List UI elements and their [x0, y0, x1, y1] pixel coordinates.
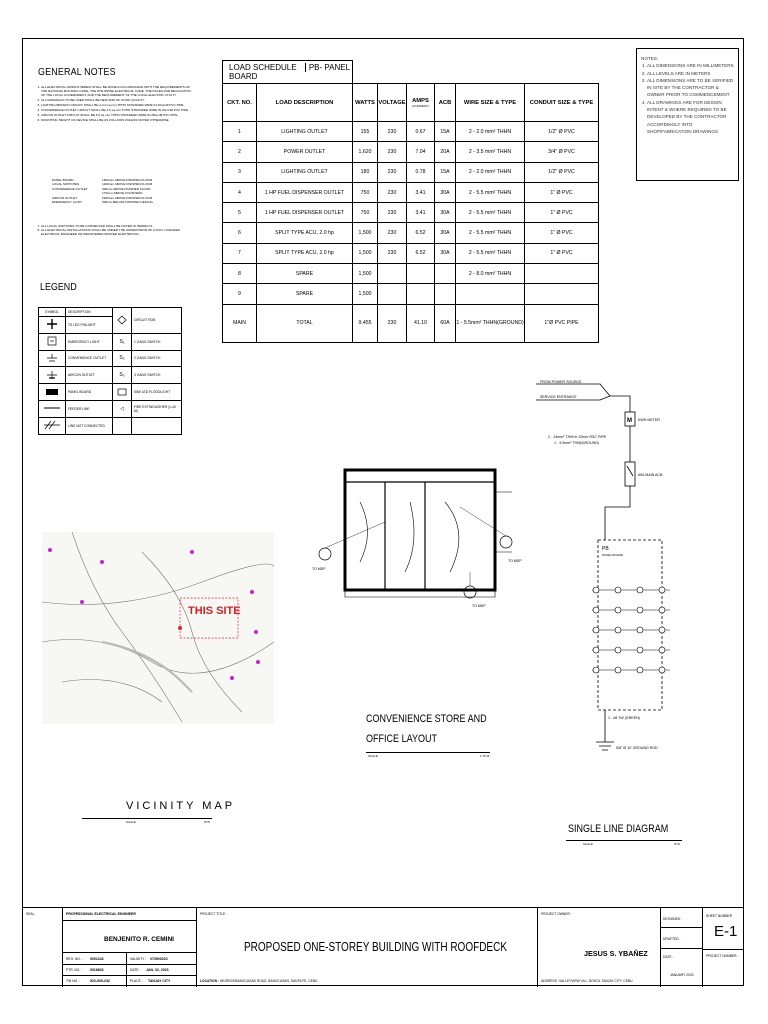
load-schedule-cell: 8 [223, 264, 257, 284]
date2-label: DATE : [663, 955, 674, 959]
breaker-icon [659, 587, 665, 593]
breaker-icon [659, 667, 665, 673]
legend-table [38, 307, 182, 435]
pb-sub-label: PANEL BOARD [602, 553, 624, 557]
address-value: VALLEYVIEW VILL. BOHOL TANJAY CITY, CEBU [559, 979, 633, 983]
height-value: 1400mm ABOVE FINISHED FLOOR [102, 182, 153, 187]
breaker-icon [593, 627, 599, 633]
breaker-icon [615, 667, 621, 673]
height-value: 1TSmm ABOVE COUNTERS [102, 191, 143, 196]
col-header: CONDUIT SIZE & TYPE [525, 84, 599, 122]
load-schedule-cell: 30A [435, 223, 456, 243]
load-schedule-cell: 15A [435, 162, 456, 182]
amps-sub: (CURRENT) [412, 103, 429, 108]
feeder-note-2: 1 - 5.5mm² THW(GROUND) [554, 441, 599, 445]
load-schedule-cell: 6.52 [407, 223, 435, 243]
load-schedule-row [223, 284, 599, 304]
project-number-label: PROJECT NUMBER : [706, 954, 739, 958]
floor-plan-scale-value: 1:75 M [480, 754, 490, 758]
load-schedule-cell [378, 264, 407, 284]
pb-label: PB [602, 546, 609, 552]
load-schedule-cell: 230 [378, 122, 407, 142]
load-schedule-cell: 2 [223, 142, 257, 162]
breaker-icon [637, 647, 643, 653]
title-block [22, 907, 744, 987]
fire-extinguisher-icon: ◁ [120, 405, 124, 412]
breaker-icon [659, 647, 665, 653]
place-label: PLACE : [130, 979, 143, 983]
main-acb-text: 60A MAIN ACB [638, 473, 663, 477]
floor-plan-scale: SCALE [368, 754, 378, 758]
load-schedule-total-cell: 60A [435, 304, 456, 342]
vicinity-map-title: VICINITY MAP [126, 800, 236, 812]
load-schedule-row [223, 223, 599, 243]
load-schedule-cell [407, 284, 435, 304]
place-value: TANJAY CITY [148, 979, 171, 983]
floor-plan-title-2: OFFICE LAYOUT [366, 733, 438, 745]
col-header: WATTS [353, 84, 378, 122]
load-schedule-cell: 180 [353, 162, 378, 182]
date-label: DATE : [130, 968, 141, 972]
ptr-value: 0916823 [90, 968, 104, 972]
ground-wire-text: 1 - #8 TW (GREEN) [608, 716, 640, 720]
load-schedule-cell: 1 HP FUEL DISPENSER OUTLET [257, 182, 353, 202]
load-schedule-cell: 230 [378, 162, 407, 182]
floor-plan-title-underline [366, 752, 490, 753]
notes-box [636, 48, 739, 181]
breaker-icon [593, 607, 599, 613]
load-schedule-cell [378, 284, 407, 304]
aircon-outlet-icon [44, 369, 60, 381]
breaker-icon [659, 627, 665, 633]
load-schedule-total-row [223, 304, 599, 342]
load-schedule-cell: SPLIT TYPE ACU, 2.0 hp [257, 223, 353, 243]
load-schedule-cell: 30A [435, 243, 456, 263]
load-schedule-cell: 30A [435, 182, 456, 202]
note-item: 3. ALL DIMENSIONS ARE TO BE VERIFIED IN SITE BY THE CONTRACTOR & OWNER PRIOR TO COMMENCEMENT [647, 77, 734, 99]
circuit-run-icon [117, 315, 127, 325]
legend-desc: LINE NOT CONNECTED [66, 417, 113, 434]
load-schedule-cell: 1,620 [353, 142, 378, 162]
vicinity-title-underline [82, 818, 212, 819]
breaker-icon [593, 667, 599, 673]
to-mdp-label-left: TO MDP [312, 567, 326, 571]
legend-desc: FEEDER LINE [66, 400, 113, 417]
load-schedule-cell: 1 [223, 122, 257, 142]
reg-label: REG. NO. : [66, 957, 83, 961]
load-schedule-cell: 1,500 [353, 223, 378, 243]
note-item: 2. ALL LEVELS ARE IN METERS [647, 70, 734, 77]
col-header: ACB [435, 84, 456, 122]
load-schedule-cell [435, 264, 456, 284]
load-schedule-cell: 2 - 2.0 mm² THHN [456, 122, 525, 142]
load-schedule-cell: 6 [223, 223, 257, 243]
height-device: LOCAL SWITCHES [52, 182, 80, 187]
load-schedule-cell: 1,500 [353, 264, 378, 284]
load-schedule-cell: POWER OUTLET [257, 142, 353, 162]
this-site-label: THIS SITE [188, 605, 241, 617]
load-schedule-cell: 1,500 [353, 243, 378, 263]
load-schedule-total-cell: 9,455 [353, 304, 378, 342]
ground-rod-text: 5/8" Ø 10' GROUND ROD [616, 746, 658, 750]
legend-desc: 3 GANG SWITCH [132, 367, 182, 384]
kwh-meter-text: KWH METER [638, 418, 660, 422]
load-schedule-row [223, 264, 599, 284]
load-schedule-title [223, 61, 353, 84]
load-schedule-cell: 3 [223, 162, 257, 182]
legend-symbol-cell [39, 333, 66, 350]
pump-right-icon [500, 536, 512, 548]
load-schedule-cell [456, 284, 525, 304]
load-schedule-cell: 230 [378, 142, 407, 162]
load-schedule-cell: 2 - 2.0 mm² THHN [456, 162, 525, 182]
height-device: PANEL BOARD [52, 178, 74, 182]
breaker-icon [615, 627, 621, 633]
load-schedule-total-cell: 1 - 5.5mm² THHN(GROUND) [456, 304, 525, 342]
load-schedule-cell: 2 - 5.5 mm² THHN [456, 203, 525, 223]
load-schedule-cell: SPLIT TYPE ACU, 2.0 hp [257, 243, 353, 263]
load-schedule-cell: 750 [353, 182, 378, 202]
service-entrance-text: SERVICE ENTRANCE [540, 395, 577, 399]
load-schedule-rows [223, 122, 599, 305]
load-schedule-cell: 6.52 [407, 243, 435, 263]
general-notes-title: GENERAL NOTES [38, 66, 116, 78]
legend-desc: AIRCON OUTLET [66, 367, 113, 384]
height-value: 300mm ABOVE FINISHED FLOOR [102, 186, 151, 191]
load-schedule-row [223, 122, 599, 142]
date2-value: JANUARY 2023 [670, 973, 694, 977]
breaker-icon [593, 647, 599, 653]
convenience-outlet-icon [44, 352, 60, 364]
load-schedule-cell: 30A [435, 203, 456, 223]
breaker-icon [637, 587, 643, 593]
one-gang-switch-icon: S₁ [119, 338, 125, 345]
load-schedule-cell: LIGHTING OUTLET [257, 162, 353, 182]
load-schedule-cell: 2 - 8.0 mm² THHN [456, 264, 525, 284]
load-schedule-cell: 2 - 5.5 mm² THHN [456, 182, 525, 202]
designed-label: DESIGNED : [663, 917, 683, 921]
legend-desc: PANEL BOARD [66, 384, 113, 401]
legend-desc: 50W LED FLOODLIGHT [132, 384, 182, 401]
vicinity-map [42, 532, 274, 724]
load-schedule-cell: 4 [223, 182, 257, 202]
tin-label: TIN NO. : [66, 979, 80, 983]
load-schedule-cell: 2 - 3.5 mm² THHN [456, 142, 525, 162]
to-mdp-label-bottom: TO MDP [472, 604, 486, 608]
load-schedule-cell: 3.41 [407, 203, 435, 223]
pee-label: PROFESSIONAL ELECTRICAL ENGINEER [66, 912, 136, 916]
load-schedule-cell: 230 [378, 223, 407, 243]
load-schedule-cell: 0.67 [407, 122, 435, 142]
owner-label: PROJECT OWNER : [541, 912, 572, 916]
two-gang-switch-icon: S₂ [119, 355, 125, 362]
legend-desc: 1 GANG SWITCH [132, 333, 182, 350]
load-schedule-cell [407, 264, 435, 284]
general-note-item: 8. ALL ELECTRICAL INSTALLATIONS SHALL BE UNDER THE SUPERVISION OF A DULY LICENSED ELECTRICAL ENGINEER OR REGISTERED MASTER ELECTRICIAN. [41, 229, 191, 237]
load-schedule-cell: 155 [353, 122, 378, 142]
load-schedule-row [223, 203, 599, 223]
load-schedule-cell [525, 284, 599, 304]
legend-symbol-cell [113, 417, 132, 434]
to-mdp-label-right: TO MDP [508, 559, 522, 563]
general-note-item: 5. AIRCON OUTLET CIRCUIT SHALL BE 5.5 sq.mm THHN STRANDED WIRE IN 25mmØ PVC PIPE. [41, 114, 191, 118]
breaker-icon [637, 627, 643, 633]
panel-name: PB- PANEL BOARD [229, 63, 351, 81]
col-header: VOLTAGE [378, 84, 407, 122]
load-schedule-cell: 750 [353, 203, 378, 223]
breaker-icon [593, 587, 599, 593]
legend-symbol-cell [113, 400, 132, 417]
feeder-note-1: 2 - 14mm² THW in 32mm RSC PIPE [548, 435, 607, 439]
vicinity-scale: SCALE [126, 820, 136, 824]
legend-symbol-cell [39, 400, 66, 417]
legend-symbol-cell [113, 308, 132, 334]
legend-symbol-cell [39, 417, 66, 434]
vicinity-nts: NTS [204, 820, 210, 824]
load-schedule-cell: 7.04 [407, 142, 435, 162]
load-schedule-cell: 9 [223, 284, 257, 304]
load-schedule-cell [435, 284, 456, 304]
load-schedule-cell: SPARE [257, 264, 353, 284]
three-gang-switch-icon: S₃ [119, 372, 125, 379]
load-schedule-cell: 2 - 5.5 mm² THHN [456, 223, 525, 243]
load-schedule-cell: 1" Ø PVC [525, 203, 599, 223]
legend-desc: FIRE EXTINGUISHER (1-40 M) [132, 400, 182, 417]
load-schedule-table [222, 60, 599, 343]
legend-header: DESCRIPTION [66, 308, 113, 317]
legend-symbol-cell [39, 317, 66, 334]
line-not-connected-icon [43, 419, 61, 431]
owner-name: JESUS S. YBAÑEZ [584, 949, 648, 958]
general-note-item: 4. CONVENIENCE OUTLET CIRCUIT SHALL BE 3.5 sq.mm THHN STRANDED WIRE IN 20mmØ PVC PIPE. [41, 109, 191, 113]
breaker-icon [659, 607, 665, 613]
note-item: 1. ALL DIMENSIONS ARE IN MILLIMETERS [647, 62, 734, 69]
load-schedule-cell: 230 [378, 243, 407, 263]
load-schedule-row [223, 162, 599, 182]
general-note-item: 2. ALL MATERIALS TO BE USED SHALL BE NEW AND OF GOOD QUALITY. [41, 99, 191, 103]
general-note-item: 1. ALL ELECTRICAL WORKS HEREIN SHALL BE DONE IN ACCORDANCE WITH THE REQUIREMENTS OF THE NATIONAL BUILDING CODE, THE PHILIPPINE ELECTRICAL CODE, THE RULES AND REGULATION OF THE LOCAL GOVERNMENT, AND THE REQUIREMENT OF THE LOCAL ELECTRIC UTILITY. [41, 86, 191, 98]
load-schedule-cell: 20A [435, 142, 456, 162]
engineer-name: BENJENITO R. CEMINI [104, 936, 174, 943]
general-note-item: 6. MOUNTING HEIGHT OF DEVICE SHALL BE AS FOLLOWS UNLESS NOTED OTHERWISE [41, 119, 191, 123]
load-schedule-cell: 1" Ø PVC [525, 182, 599, 202]
sheet-number-label: SHEET NUMBER [706, 914, 733, 918]
legend-desc: TS LED PINLIGHT [66, 317, 113, 334]
load-schedule-total-cell: TOTAL [257, 304, 353, 342]
notes-title: NOTES: [641, 56, 659, 61]
sld-nts: NTS [674, 842, 680, 846]
load-schedule-total-cell: MAIN [223, 304, 257, 342]
legend-desc: CIRCUIT RUN [132, 308, 182, 334]
mounting-heights [52, 178, 182, 204]
load-schedule-cell: SPARE [257, 284, 353, 304]
legend-symbol-cell [39, 367, 66, 384]
height-device: EMERGENCY LIGHT [52, 200, 82, 205]
address-label: ADDRESS : [541, 979, 559, 983]
height-value: 2200mm ABOVE FINISHED FLOOR [102, 195, 153, 200]
from-power-text: FROM POWER SOURCE [540, 380, 582, 384]
single-line-diagram [530, 372, 700, 762]
pump-left-icon [319, 548, 331, 560]
breaker-icon [637, 667, 643, 673]
load-schedule-cell: 1" Ø PVC [525, 223, 599, 243]
panel-board-icon [44, 386, 60, 398]
load-schedule-row [223, 142, 599, 162]
breaker-grid [592, 587, 670, 673]
sld-scale: SCALE [583, 842, 593, 846]
load-schedule-cell: 1/2" Ø PVC [525, 122, 599, 142]
load-schedule-cell: 0.78 [407, 162, 435, 182]
load-schedule-cell: 1 HP FUEL DISPENSER OUTLET [257, 203, 353, 223]
breaker-icon [615, 587, 621, 593]
load-schedule-cell: 230 [378, 203, 407, 223]
sheet-number: E-1 [714, 923, 738, 940]
legend-desc: EMERGENCY LIGHT [66, 333, 113, 350]
validity-value: 07/09/2023 [150, 957, 168, 961]
sld-title-underline [566, 840, 682, 841]
validity-label: VALIDITY : [130, 957, 147, 961]
reg-value: 0001243 [90, 957, 104, 961]
load-schedule-total-cell: 230 [378, 304, 407, 342]
load-schedule-cell: 2 - 5.5 mm² THHN [456, 243, 525, 263]
ptr-label: PTR. NO. : [66, 968, 83, 972]
col-header: CKT. NO. [223, 84, 257, 122]
load-schedule-cell: 3.41 [407, 182, 435, 202]
location-label: LOCATION : [200, 979, 219, 983]
legend-symbol-cell [113, 333, 132, 350]
load-schedule-cell: 7 [223, 243, 257, 263]
general-note-item: 7. ALL LOCAL SWITCHES TO BE CONNECTED SHALL BE NOTED IS HEREIN IS [41, 225, 191, 229]
tin-value: 922-009-232 [90, 979, 110, 983]
project-title: PROPOSED ONE-STOREY BUILDING WITH ROOFDECK [244, 940, 507, 954]
height-device: CONVENIENCE OUTLET [52, 186, 88, 191]
load-schedule-title-text: LOAD SCHEDULE [229, 63, 297, 72]
load-schedule-cell: LIGHTING OUTLET [257, 122, 353, 142]
load-schedule-total-cell: 41.10 [407, 304, 435, 342]
sld-title: SINGLE LINE DIAGRAM [568, 823, 669, 835]
legend-symbol-cell [113, 367, 132, 384]
load-schedule-cell: 1,500 [353, 284, 378, 304]
general-notes-list-2 [35, 225, 191, 237]
load-schedule-row [223, 182, 599, 202]
load-schedule-cell: 1/2" Ø PVC [525, 162, 599, 182]
legend-symbol-cell [113, 350, 132, 367]
load-schedule-cell: 230 [378, 182, 407, 202]
load-schedule-cell: 3/4" Ø PVC [525, 142, 599, 162]
breaker-icon [615, 607, 621, 613]
load-schedule-cell [525, 264, 599, 284]
pump-bottom-icon [464, 586, 476, 598]
drafted-label: DRAFTED : [663, 937, 681, 941]
legend-desc: 2 GANG SWITCH [132, 350, 182, 367]
load-schedule-row [223, 243, 599, 263]
note-item: 4. ALL DRAWINGS ARE FOR DESIGN INTENT & WHERE REQUIRED TO BE DEVELOPED BY THE CONTRACTOR ACCORDINGLY INTO SHOP/FABRICATION DRAWINGS [647, 99, 734, 135]
general-note-item: 3. LIGHTING BRANCH CIRCUIT SHALL BE 2-2.0 sq.mm THHN STRANDED WIRE IN 20mmØ PVC PIPE. [41, 104, 191, 108]
load-schedule-total-cell: 1"Ø PVC PIPE [525, 304, 599, 342]
floor-plan [300, 462, 528, 617]
height-device: AIRCON OUTLET [52, 195, 78, 200]
date-value: JAN. 02, 2023 [146, 968, 169, 972]
legend-symbol-cell [39, 350, 66, 367]
project-title-label: PROJECT TITLE : [200, 912, 227, 916]
col-header [407, 84, 435, 122]
general-notes-list [35, 86, 191, 124]
floodlight-icon [117, 387, 127, 397]
seal-label: SEAL [26, 912, 35, 916]
breaker-icon [637, 607, 643, 613]
legend-symbol-cell [39, 384, 66, 401]
load-schedule-cell: 1" Ø PVC [525, 243, 599, 263]
legend-title: LEGEND [40, 281, 77, 293]
location-value: NEGROS/BANGCASAN ROAD, BANGCASAN, SANTA FE, CEBU [220, 979, 318, 983]
legend-desc [132, 417, 182, 434]
legend-desc: CONVENIENCE OUTLET [66, 350, 113, 367]
load-schedule-cell: 15A [435, 122, 456, 142]
floor-plan-title-1: CONVENIENCE STORE AND [366, 713, 487, 725]
breaker-icon [615, 647, 621, 653]
legend-symbol-cell [113, 384, 132, 401]
height-value: 300mm BELOW FINISHED CEILING [102, 200, 153, 205]
col-header: WIRE SIZE & TYPE [456, 84, 525, 122]
height-value: 1500mm ABOVE FINISHED FLOOR [102, 178, 153, 182]
feeder-line-icon [43, 402, 61, 414]
legend-header: SYMBOL [39, 308, 66, 317]
amps-header: AMPS [412, 97, 429, 104]
emergency-light-icon [44, 335, 60, 347]
load-schedule-cell: 5 [223, 203, 257, 223]
pinlight-icon [44, 318, 60, 330]
load-schedule-blank [353, 61, 599, 84]
kwh-m-letter: M [627, 418, 632, 424]
col-header: LOAD DESCRIPTION [257, 84, 353, 122]
